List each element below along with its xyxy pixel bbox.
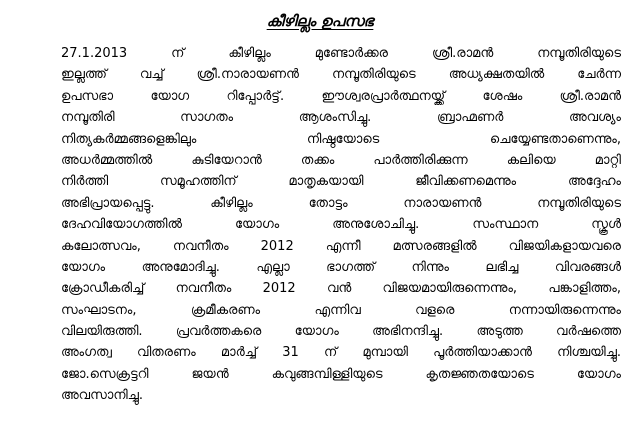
body-line: അംഗത്വ വിതരണം മാർച്ച് 31 ന് മുമ്പായി പൂർത്തിയാക്കാൻ നിശ്ചയിച്ചു. bbox=[61, 345, 621, 361]
body-line: യോഗം അനുമോദിച്ചു. എല്ലാ ഭാഗത്ത് നിന്നും ലഭിച്ച വിവരങ്ങൾ bbox=[61, 259, 621, 275]
body-line: ദേഹവിയോഗത്തിൽ യോഗം അനുശോചിച്ചു. സംസ്ഥാന സ്കൂൾ bbox=[61, 217, 621, 233]
body-line: സംഘാടനം, ക്രമീകരണം എന്നിവ വളരെ നന്നായിരുന്നെന്നും bbox=[61, 302, 621, 318]
body-line: നിത്യകർമ്മങ്ങളെങ്കിലും നിഷ്ഠയോടെ ചെയ്യേണ്ടതാണെന്നും, bbox=[61, 131, 621, 147]
body-line: അഭിപ്രായപ്പെട്ടു. കീഴില്ലം തോട്ടം നാരായണൻ നമ്പൂതിരിയുടെ bbox=[61, 195, 621, 211]
body-line: നമ്പൂതിരി സാഗതം ആശംസിച്ചു. ബ്രാഹ്മണർ അവശ്യം bbox=[61, 110, 621, 126]
body-line: വിലയിരുത്തി. പ്രവർത്തകരെ യോഗം അഭിനന്ദിച്ചു. അടുത്ത വർഷത്തെ bbox=[61, 324, 621, 340]
body-line: നിർത്തി സമൂഹത്തിന് മാതൃകയായി ജീവിക്കണമെന്നും അദ്ദേഹം bbox=[61, 174, 621, 190]
body-line: 27.1.2013 ന് കീഴില്ലം മുണ്ടോർക്കര ശ്രീ.രാമൻ നമ്പൂതിരിയുടെ bbox=[61, 46, 621, 61]
body-line: ഉപസഭാ യോഗ റിപ്പോർട്ട്. ഈശ്വരപ്രാർത്ഥനയ്ക്ക് ശേഷം ശ്രീ.രാമൻ bbox=[61, 88, 621, 104]
document-title: കീഴില്ലം ഉപസഭ bbox=[266, 12, 374, 30]
body-line: അവസാനിച്ചു. bbox=[61, 388, 143, 404]
document-body bbox=[61, 43, 621, 407]
body-line: ജോ.സെക്രട്ടറി ജയൻ കവുങ്ങമ്പിള്ളിയുടെ കൃതജ്ഞതയോടെ യോഗം bbox=[61, 366, 621, 382]
body-line: ക്രോഡീകരിച്ച് നവനീതം 2012 വൻ വിജയമായിരുന്നെന്നും, പങ്കാളിത്തം, bbox=[61, 281, 621, 297]
body-line: അധർമ്മത്തിൽ കുടിയേറാൻ തക്കം പാർത്തിരിക്കുന്ന കലിയെ മാറ്റി bbox=[61, 152, 621, 168]
body-line: കലോത്സവം, നവനീതം 2012 എന്നീ മത്സരങ്ങളിൽ വിജയികളായവരെ bbox=[61, 238, 621, 254]
body-line: ഇല്ലത്ത് വച്ച് ശ്രീ.നാരായണൻ നമ്പൂതിരിയുടെ അധ്യക്ഷതയിൽ ചേർന്ന bbox=[61, 67, 621, 83]
